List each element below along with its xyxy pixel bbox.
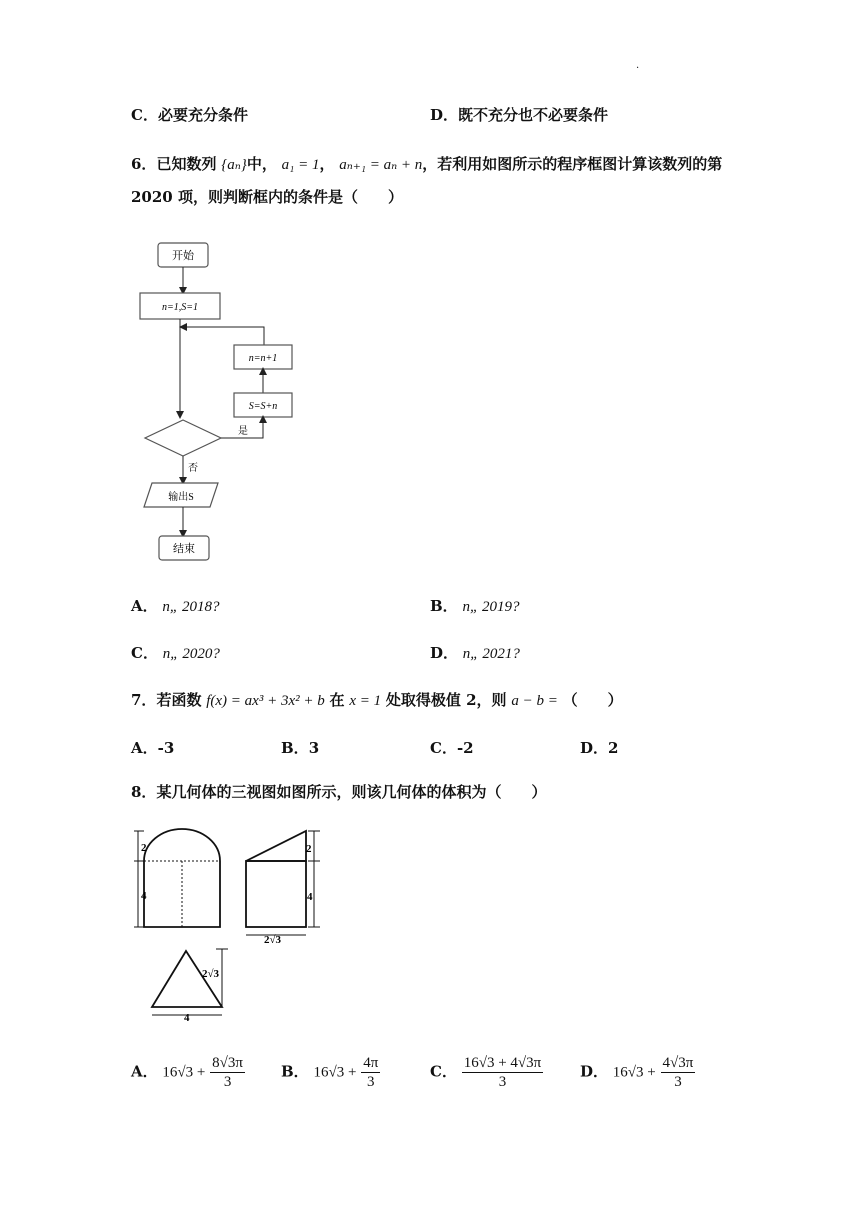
stem-text: ，若利用如图所示的程序框图计算该数列的第	[422, 155, 723, 173]
option-fraction	[361, 1054, 380, 1091]
question-number: 6．	[131, 155, 157, 173]
option-letter: B．	[281, 739, 309, 757]
option-text: 2	[608, 739, 619, 757]
function-expr: f(x) = ax³ + 3x² + b	[206, 693, 325, 709]
front-view	[134, 829, 220, 927]
top-view	[152, 949, 228, 1024]
question-number: 8．	[131, 783, 157, 801]
option-letter: C．	[131, 644, 158, 662]
option-text: 既不充分也不必要条件	[458, 106, 609, 124]
header-dot: .	[636, 60, 640, 71]
q8-option-b[interactable]	[281, 1054, 380, 1091]
stem-text: 处取得极值 2，则	[385, 691, 507, 709]
option-lead: 16√3 +	[313, 1064, 357, 1081]
fraction-denominator: 3	[674, 1074, 682, 1090]
q6-option-b[interactable]	[430, 596, 520, 617]
q8-stem	[131, 782, 546, 802]
q7-option-b[interactable]	[281, 738, 319, 758]
option-fraction	[462, 1054, 544, 1091]
option-letter: C．	[430, 739, 457, 757]
fraction-numerator: 4π	[363, 1055, 379, 1071]
dim-top-width: 4	[184, 1012, 190, 1024]
dim-side-width: 2√3	[264, 934, 282, 946]
option-letter: D．	[430, 106, 459, 124]
point-expr: x = 1	[349, 693, 382, 709]
question-number: 7．	[131, 691, 157, 709]
option-text: n„ 2018?	[162, 599, 220, 615]
dim-front-bottom: 4	[141, 890, 147, 902]
option-text: 3	[308, 739, 320, 757]
option-letter: B．	[281, 1062, 309, 1081]
option-text: n„ 2019?	[462, 599, 520, 615]
q5-option-d[interactable]	[430, 105, 608, 125]
q6-stem-line1: 6．已知数列 {aₙ}中， a₁ = 1， aₙ₊₁ = aₙ + n，若利用如图所示的程序框图计算该数列的第	[131, 155, 723, 173]
q6-option-a[interactable]	[131, 596, 220, 617]
option-fraction	[661, 1054, 696, 1091]
q6-flowchart	[130, 235, 310, 570]
condition-1: a₁ = 1	[281, 157, 320, 173]
option-lead: 16√3 +	[612, 1064, 656, 1081]
option-letter: D．	[580, 1062, 609, 1081]
fraction-numerator: 4√3π	[662, 1055, 694, 1071]
q8-option-a[interactable]	[131, 1054, 245, 1091]
option-letter: D．	[580, 739, 609, 757]
no-label: 否	[188, 463, 198, 474]
side-view	[246, 831, 320, 946]
loop-arrow	[183, 327, 264, 345]
condition-2: aₙ₊₁ = aₙ + n	[339, 157, 423, 173]
fraction-denominator: 3	[223, 1074, 232, 1090]
option-text: n„ 2021?	[462, 646, 520, 662]
sequence-symbol: {aₙ}	[221, 157, 247, 173]
option-letter: C．	[430, 1062, 457, 1081]
increment-label: n=n+1	[248, 353, 278, 364]
fraction-numerator: 16√3 + 4√3π	[463, 1055, 542, 1071]
q8-three-view-figure	[130, 825, 340, 1025]
option-letter: A．	[131, 1062, 158, 1081]
q6-stem-line2: 2020 项，则判断框内的条件是（ ）	[131, 188, 403, 206]
q7-option-a[interactable]	[131, 738, 174, 758]
output-label: 输出S	[168, 492, 194, 503]
sum-label: S=S+n	[248, 401, 278, 412]
start-label: 开始	[172, 250, 194, 262]
option-lead: 16√3 +	[162, 1064, 206, 1081]
stem-text: （ ）	[562, 691, 623, 709]
dim-side-top: 2	[306, 843, 312, 855]
stem-text: 在	[329, 691, 345, 709]
option-text: -3	[157, 739, 175, 757]
option-letter: C．	[131, 106, 158, 124]
option-text: 必要充分条件	[157, 106, 248, 124]
stem-text: 中，	[246, 155, 277, 173]
init-label: n=1,S=1	[162, 302, 198, 313]
option-letter: D．	[430, 644, 459, 662]
stem-text: 若函数	[156, 691, 202, 709]
option-letter: A．	[131, 739, 158, 757]
q6-option-c[interactable]	[131, 643, 220, 664]
dim-side-bottom: 4	[307, 891, 313, 903]
q7-stem	[131, 690, 623, 711]
end-label: 结束	[173, 543, 195, 555]
q6-option-d[interactable]	[430, 643, 520, 664]
q7-option-d[interactable]	[580, 738, 618, 758]
q8-option-c[interactable]	[430, 1054, 543, 1091]
q5-option-c[interactable]	[131, 105, 248, 125]
fraction-denominator: 3	[498, 1074, 507, 1090]
dim-front-top: 2	[141, 842, 147, 854]
q7-option-c[interactable]	[430, 738, 474, 758]
option-text: -2	[456, 739, 474, 757]
option-fraction	[210, 1054, 245, 1091]
stem-text: 某几何体的三视图如图所示，则该几何体的体积为（ ）	[156, 783, 547, 801]
decision-diamond	[145, 420, 221, 456]
option-letter: A．	[131, 597, 158, 615]
stem-text: 已知数列	[156, 155, 217, 173]
dim-top-height: 2√3	[202, 968, 220, 980]
fraction-numerator: 8√3π	[212, 1055, 243, 1071]
yes-label: 是	[238, 426, 248, 437]
q8-option-d[interactable]	[580, 1054, 695, 1091]
option-text: n„ 2020?	[162, 646, 220, 662]
target-expr: a − b =	[511, 693, 558, 709]
option-letter: B．	[430, 597, 458, 615]
fraction-denominator: 3	[366, 1074, 375, 1090]
